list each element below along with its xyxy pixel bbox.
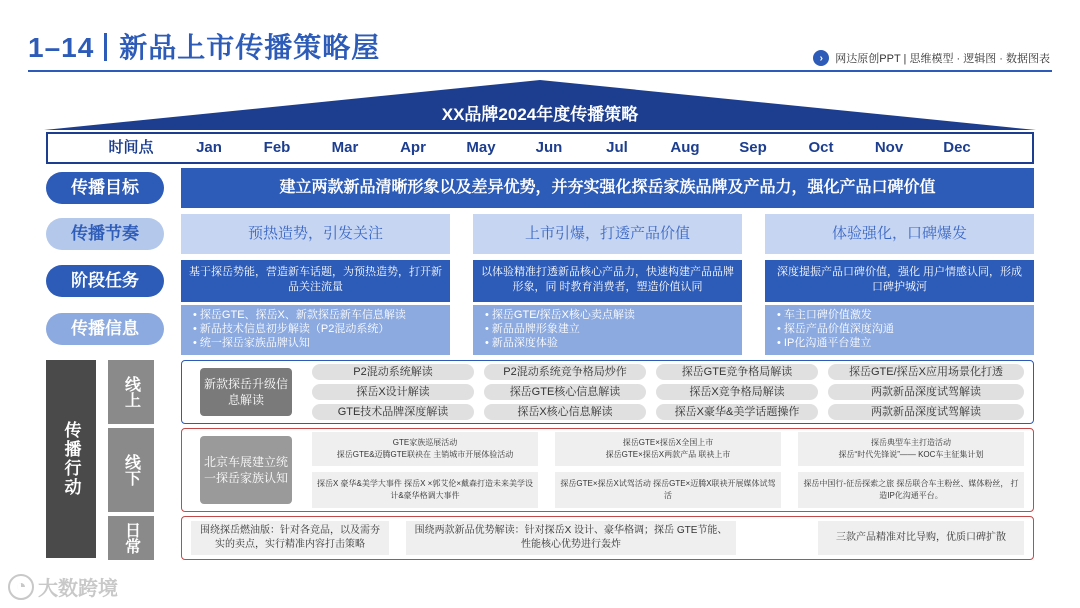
online-chip: GTE技术品牌深度解读 (312, 404, 474, 420)
month-nov: Nov (874, 139, 904, 156)
online-chip: 探岳GTE竞争格局解读 (656, 364, 818, 380)
brand-tag (813, 50, 1050, 66)
slide-number: 1–14 (28, 32, 95, 63)
timeline-row (46, 132, 1034, 164)
list-item: • 探岳产品价值深度沟通 (777, 322, 1022, 336)
online-chip: P2混动系统竞争格局炒作 (484, 364, 646, 380)
task-3: 深度提振产品口碑价值，强化 用户情感认同，形成口碑护城河 (765, 260, 1034, 302)
task-2: 以体验精准打透新品核心产品力，快速构建产品品牌形象，同 时教育消费者，塑造价值认同 (473, 260, 742, 302)
online-chip: 两款新品深度试驾解读 (828, 404, 1024, 420)
tasks-label: 阶段任务 (46, 265, 164, 297)
month-jan: Jan (196, 139, 222, 156)
offline-card: 探岳GTE×探岳X试驾活动 探岳GTE×迈腾X联袂开展媒体试驾活 (555, 472, 781, 508)
actions-label: 传播行动 (46, 360, 96, 558)
daily-card: 三款产品精准对比导购，优质口碑扩散 (818, 521, 1024, 555)
info-label: 传播信息 (46, 313, 164, 345)
brand-text: 网达原创PPT | 思维模型 · 逻辑图 · 数据图表 (835, 53, 1050, 65)
month-aug: Aug (670, 139, 700, 156)
online-chip: 两款新品深度试驾解读 (828, 384, 1024, 400)
rhythm-phase-3: 体验强化，口碑爆发 (765, 214, 1034, 254)
info-group-3 (765, 305, 1034, 355)
header-rule (28, 70, 1052, 72)
offline-label: 线下 (108, 428, 154, 512)
month-feb: Feb (263, 139, 291, 156)
offline-card: 探岳典型车主打造活动 探岳“时代先锋说”—— KOC车主征集计划 (798, 432, 1024, 466)
logo-icon: ◔ (8, 574, 34, 600)
month-jul: Jul (606, 139, 628, 156)
online-chip: 探岳X核心信息解读 (484, 404, 646, 420)
offline-card: 探岳X 豪华&美学大事件 探岳X ×郭艾伦×戴森打造未来美学设计&豪华格调大事件 (312, 472, 538, 508)
month-mar: Mar (331, 139, 359, 156)
roof-title: XX品牌2024年度传播策略 (441, 105, 639, 124)
watermark (8, 572, 118, 601)
month-sep: Sep (739, 139, 767, 156)
rhythm-label: 传播节奏 (46, 218, 164, 250)
list-item: • 探岳GTE/探岳X核心卖点解读 (485, 308, 730, 322)
month-apr: Apr (400, 139, 426, 156)
rhythm-phase-2: 上市引爆，打透产品价值 (473, 214, 742, 254)
rhythm-phase-1: 预热造势，引发关注 (181, 214, 450, 254)
goal-label: 传播目标 (46, 172, 164, 204)
info-group-2 (473, 305, 742, 355)
online-chip: 探岳GTE/探岳X应用场景化打透 (828, 364, 1024, 380)
month-may: May (466, 139, 496, 156)
daily-card: 围绕两款新品优势解读：针对探岳X 设计、豪华格调；探岳 GTE节能、性能核心优势进行轰炸 (406, 521, 736, 555)
daily-card: 围绕探岳燃油版：针对各竞品，以及需夯 实的卖点，实行精准内容打击策略 (191, 521, 389, 555)
info-group-1 (181, 305, 450, 355)
offline-card: 探岳GTE×探岳X全国上市 探岳GTE×探岳X两款产品 联袂上市 (555, 432, 781, 466)
month-oct: Oct (808, 139, 834, 156)
online-chip: P2混动系统解读 (312, 364, 474, 380)
chevron-right-icon: › (813, 50, 829, 66)
slide-title: 新品上市传播策略屋 (119, 32, 381, 63)
title-divider (104, 33, 107, 61)
offline-title: 北京车展建立统一探岳家族认知 (200, 436, 292, 504)
offline-card: 探岳中国行-征岳探索之旅 探岳联合车主粉丝、媒体粉丝， 打造IP化沟通平台。 (798, 472, 1024, 508)
page-title (28, 26, 380, 66)
list-item: • IP化沟通平台建立 (777, 336, 1022, 350)
list-item: • 新品品牌形象建立 (485, 322, 730, 336)
month-jun: Jun (535, 139, 563, 156)
list-item: • 新品深度体验 (485, 336, 730, 350)
online-title: 新款探岳升级信息解读 (200, 368, 292, 416)
online-chip: 探岳GTE核心信息解读 (484, 384, 646, 400)
month-dec: Dec (943, 139, 971, 156)
list-item: • 探岳GTE、探岳X、新款探岳新车信息解读 (193, 308, 438, 322)
daily-label: 日常 (108, 516, 154, 560)
watermark-text: 大数跨境 (38, 578, 118, 600)
list-item: • 新品技术信息初步解读（P2混动系统） (193, 322, 438, 336)
offline-card: GTE家族巡展活动 探岳GTE&迈腾GTE联袂在 主销城市开展体验活动 (312, 432, 538, 466)
online-chip: 探岳X豪华&美学话题操作 (656, 404, 818, 420)
list-item: • 车主口碑价值激发 (777, 308, 1022, 322)
online-chip: 探岳X设计解读 (312, 384, 474, 400)
online-label: 线上 (108, 360, 154, 424)
list-item: • 统一探岳家族品牌认知 (193, 336, 438, 350)
online-chip: 探岳X竞争格局解读 (656, 384, 818, 400)
task-1: 基于探岳势能，营造新车话题，为预热造势，打开新品关注流量 (181, 260, 450, 302)
timeline-label: 时间点 (108, 139, 154, 156)
goal-text: 建立两款新品清晰形象以及差异优势，并夯实强化探岳家族品牌及产品力，强化产品口碑价值 (181, 168, 1034, 208)
